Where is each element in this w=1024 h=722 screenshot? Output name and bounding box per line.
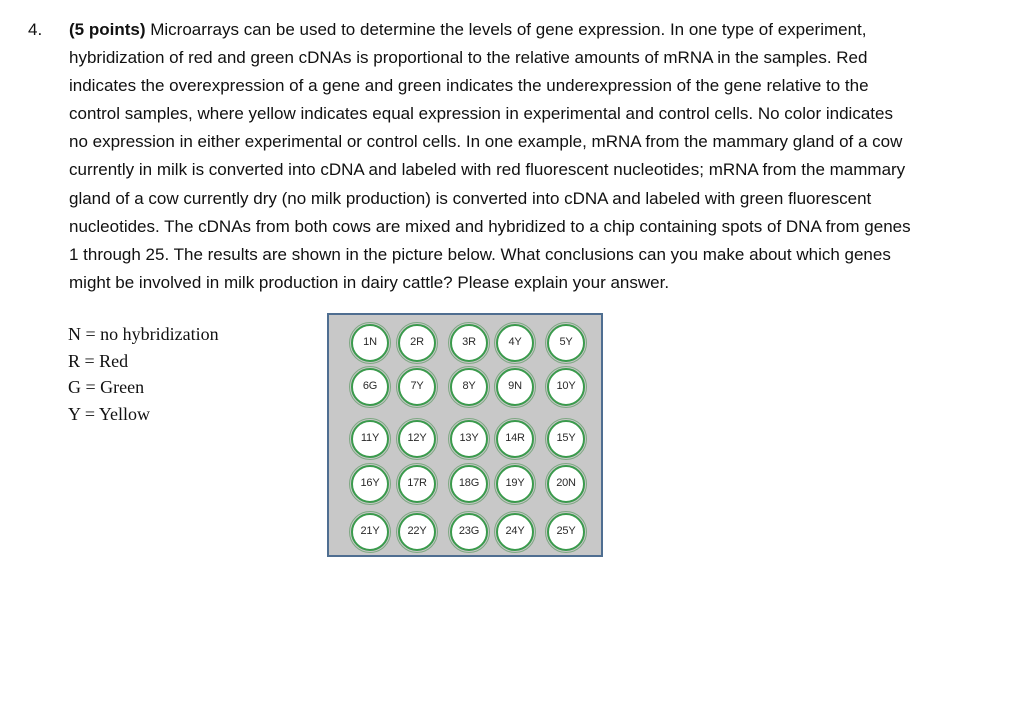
gene-spot-4y: 4Y <box>496 324 534 362</box>
gene-spot-24y: 24Y <box>496 513 534 551</box>
legend-no-hybridization: N = no hybridization <box>68 324 219 344</box>
gene-spot-1n: 1N <box>351 324 389 362</box>
gene-spot-11y: 11Y <box>351 420 389 458</box>
color-legend <box>68 321 219 427</box>
question-line: no expression in either experimental or control cells. In one example, mRNA from the mammary gland of a cow <box>69 132 903 152</box>
gene-spot-18g: 18G <box>450 465 488 503</box>
gene-spot-19y: 19Y <box>496 465 534 503</box>
gene-spot-6g: 6G <box>351 368 389 406</box>
gene-spot-25y: 25Y <box>547 513 585 551</box>
gene-spot-15y: 15Y <box>547 420 585 458</box>
legend-red: R = Red <box>68 350 129 371</box>
gene-spot-2r: 2R <box>398 324 436 362</box>
gene-spot-13y: 13Y <box>450 420 488 458</box>
gene-spot-5y: 5Y <box>547 324 585 362</box>
gene-spot-9n: 9N <box>496 368 534 406</box>
gene-spot-17r: 17R <box>398 465 436 503</box>
gene-spot-12y: 12Y <box>398 420 436 458</box>
gene-spot-3r: 3R <box>450 324 488 362</box>
microarray-chip <box>327 313 603 557</box>
question-line: indicates the overexpression of a gene and green indicates the underexpression of the gene relative to the <box>69 76 869 96</box>
question-line: nucleotides. The cDNAs from both cows are mixed and hybridized to a chip containing spots of DNA from genes <box>69 216 911 236</box>
gene-spot-23g: 23G <box>450 513 488 551</box>
question-number: 4. <box>28 20 43 39</box>
question-line: currently in milk is converted into cDNA and labeled with red fluorescent nucleotides; mRNA from the mammary <box>69 160 906 180</box>
gene-spot-7y: 7Y <box>398 368 436 406</box>
gene-spot-10y: 10Y <box>547 368 585 406</box>
gene-spot-8y: 8Y <box>450 368 488 406</box>
question-line: (5 points) Microarrays can be used to determine the levels of gene expression. In one type of experiment, <box>69 20 867 39</box>
legend-yellow: Y = Yellow <box>68 403 151 424</box>
gene-spot-14r: 14R <box>496 420 534 458</box>
question-line: control samples, where yellow indicates equal expression in experimental and control cells. No color indicates <box>69 104 893 124</box>
gene-spot-22y: 22Y <box>398 513 436 551</box>
question-text <box>69 16 999 297</box>
question-line: hybridization of red and green cDNAs is proportional to the relative amounts of mRNA in the samples. Red <box>69 48 868 68</box>
question-points: (5 points) <box>69 20 146 39</box>
question-line: might be involved in milk production in dairy cattle? Please explain your answer. <box>69 272 670 292</box>
gene-spot-21y: 21Y <box>351 513 389 551</box>
question-line: 1 through 25. The results are shown in the picture below. What conclusions can you make about which genes <box>69 244 891 264</box>
gene-spot-16y: 16Y <box>351 465 389 503</box>
question-line: gland of a cow currently dry (no milk production) is converted into cDNA and labeled with green fluorescent <box>69 188 872 208</box>
legend-green: G = Green <box>68 377 145 397</box>
gene-spot-20n: 20N <box>547 465 585 503</box>
